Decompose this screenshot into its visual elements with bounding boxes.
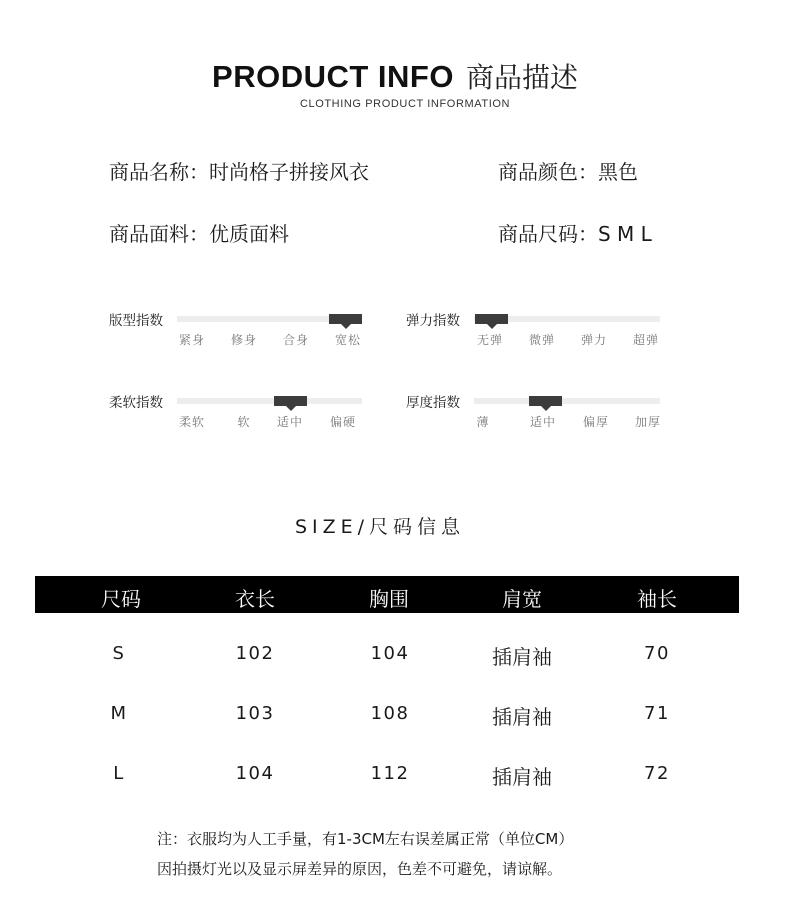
index-track bbox=[177, 316, 362, 322]
index-option: 超弹 bbox=[632, 333, 660, 347]
table-header-cell: 袖长 bbox=[637, 587, 677, 611]
table-cell: 108 bbox=[370, 703, 410, 724]
table-cell: 70 bbox=[644, 643, 670, 664]
page-subtitle: CLOTHING PRODUCT INFORMATION bbox=[299, 98, 511, 110]
attr-product-size: 商品尺码：S M L bbox=[498, 222, 652, 246]
page-title bbox=[0, 56, 790, 96]
table-cell: 102 bbox=[235, 643, 275, 664]
index-label: 版型指数 bbox=[109, 313, 163, 329]
table-header-cell: 胸围 bbox=[369, 587, 409, 611]
index-indicator bbox=[529, 396, 562, 406]
index-option: 微弹 bbox=[528, 333, 556, 347]
index-option: 柔软 bbox=[178, 415, 206, 429]
note-color-difference: 因拍摄灯光以及显示屏差异的原因，色差不可避免，请谅解。 bbox=[157, 860, 563, 878]
index-option: 适中 bbox=[529, 415, 557, 429]
index-indicator bbox=[329, 314, 362, 324]
index-track bbox=[177, 398, 362, 404]
index-track bbox=[474, 398, 660, 404]
size-section-title: SIZE/尺码信息 bbox=[294, 516, 466, 538]
table-header-cell: 尺码 bbox=[101, 587, 141, 611]
index-option: 适中 bbox=[276, 415, 304, 429]
table-cell: 103 bbox=[235, 703, 275, 724]
table-cell: M bbox=[110, 703, 128, 724]
table-cell: 插肩袖 bbox=[492, 765, 552, 789]
index-option: 宽松 bbox=[334, 333, 362, 347]
table-header-cell: 肩宽 bbox=[502, 587, 542, 611]
table-cell: 插肩袖 bbox=[492, 705, 552, 729]
title-chinese: 商品描述 bbox=[465, 61, 578, 94]
index-option: 修身 bbox=[230, 333, 258, 347]
index-option: 加厚 bbox=[634, 415, 662, 429]
index-label: 柔软指数 bbox=[109, 395, 163, 411]
index-option: 无弹 bbox=[476, 333, 504, 347]
attr-product-color: 商品颜色：黑色 bbox=[498, 160, 638, 184]
index-option: 偏厚 bbox=[582, 415, 610, 429]
table-cell: 112 bbox=[370, 763, 410, 784]
table-cell: 104 bbox=[370, 643, 410, 664]
index-indicator bbox=[274, 396, 307, 406]
size-table-header bbox=[35, 576, 739, 613]
index-label: 弹力指数 bbox=[406, 313, 460, 329]
index-track bbox=[474, 316, 660, 322]
title-english: PRODUCT INFO bbox=[212, 59, 454, 94]
index-label: 厚度指数 bbox=[406, 395, 460, 411]
table-cell: S bbox=[112, 643, 126, 664]
note-measurement: 注：衣服均为人工手量，有1-3CM左右误差属正常（单位CM） bbox=[157, 830, 574, 848]
table-cell: 71 bbox=[644, 703, 670, 724]
index-indicator bbox=[475, 314, 508, 324]
index-option: 软 bbox=[237, 415, 251, 429]
index-option: 紧身 bbox=[178, 333, 206, 347]
index-option: 偏硬 bbox=[329, 415, 357, 429]
index-option: 合身 bbox=[282, 333, 310, 347]
index-option: 弹力 bbox=[580, 333, 608, 347]
table-cell: 插肩袖 bbox=[492, 645, 552, 669]
index-option: 薄 bbox=[476, 415, 490, 429]
table-cell: 104 bbox=[235, 763, 275, 784]
table-cell: 72 bbox=[644, 763, 670, 784]
attr-product-fabric: 商品面料：优质面料 bbox=[109, 222, 289, 246]
attr-product-name: 商品名称：时尚格子拼接风衣 bbox=[109, 160, 369, 184]
table-cell: L bbox=[113, 763, 125, 784]
table-header-cell: 衣长 bbox=[235, 587, 275, 611]
